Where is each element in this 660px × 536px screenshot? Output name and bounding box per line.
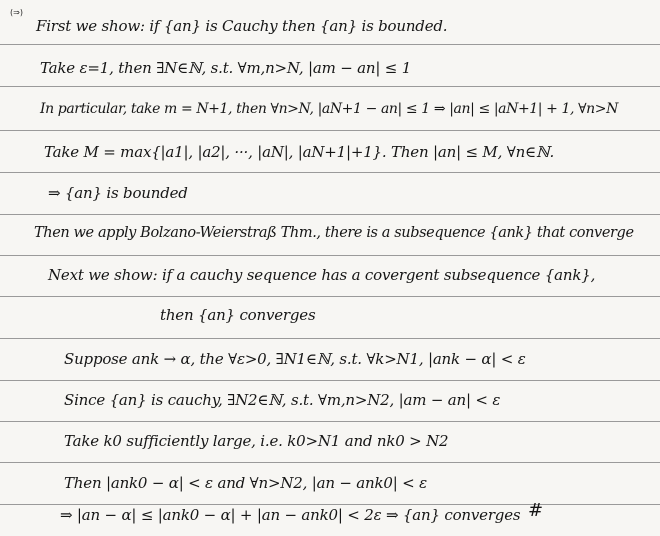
ruled-line [0, 296, 660, 297]
ruled-line [0, 338, 660, 339]
proof-line-10: Since {an} is cauchy, ∃N2∈ℕ, s.t. ∀m,n>N2, |am − an| < ε [64, 391, 501, 409]
proof-line-13: ⇒ |an − α| ≤ |ank0 − α| + |an − ank0| < 2ε ⇒ {an} converges [60, 506, 521, 524]
proof-line-6: Then we apply Bolzano-Weierstraß Thm., there is a subsequence {ank} that converge [34, 225, 634, 241]
proof-line-2: Take ε=1, then ∃N∈ℕ, s.t. ∀m,n>N, |am − an| ≤ 1 [40, 59, 412, 77]
ruled-line [0, 504, 660, 505]
proof-line-11: Take k0 sufficiently large, i.e. k0>N1 and nk0 > N2 [64, 432, 449, 450]
end-of-proof-mark: # [528, 500, 543, 521]
proof-line-9: Suppose ank → α, the ∀ε>0, ∃N1∈ℕ, s.t. ∀k>N1, |ank − α| < ε [64, 350, 526, 368]
ruled-line [0, 380, 660, 381]
proof-line-7: Next we show: if a cauchy sequence has a covergent subsequence {ank}, [48, 266, 596, 284]
ruled-line [0, 462, 660, 463]
direction-marker: (⇒) [10, 8, 23, 17]
proof-line-5: ⇒ {an} is bounded [48, 184, 188, 202]
proof-line-4: Take M = max{|a1|, |a2|, ···, |aN|, |aN+1|+1}. Then |an| ≤ M, ∀n∈ℕ. [44, 143, 555, 161]
proof-line-8: then {an} converges [160, 306, 316, 324]
proof-line-12: Then |ank0 − α| < ε and ∀n>N2, |an − ank0| < ε [64, 474, 427, 492]
proof-line-1: First we show: if {an} is Cauchy then {an} is bounded. [36, 17, 448, 35]
proof-line-3: In particular, take m = N+1, then ∀n>N, |aN+1 − an| ≤ 1 ⇒ |an| ≤ |aN+1| + 1, ∀n>N [40, 101, 618, 117]
ruled-line [0, 255, 660, 256]
bleed-through-text [480, 8, 660, 238]
ruled-line [0, 421, 660, 422]
